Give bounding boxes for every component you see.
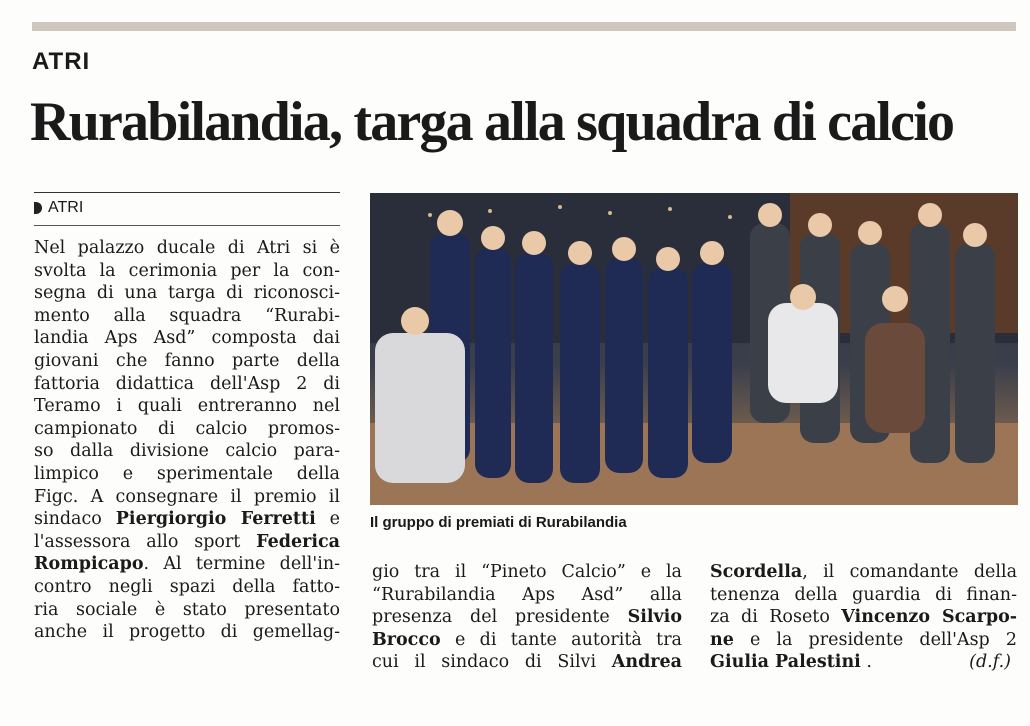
bold-name: Vincenzo Scarpo-: [841, 607, 1017, 628]
bold-name: Silvio: [627, 607, 682, 628]
text-line: Rompicapo. Al termine dell'in-: [34, 554, 340, 575]
text-line: cui il sindaco di Silvi Andrea: [372, 652, 682, 673]
location-tag-text: ATRI: [48, 199, 84, 216]
text-line: gio tra il “Pineto Calcio” e la: [372, 562, 682, 582]
text-line: svolta la cerimonia per la con-: [34, 260, 340, 281]
bold-name: Rompicapo: [34, 554, 144, 575]
text-line: anche il progetto di gemellag-: [34, 622, 340, 643]
text-line: ne e la presidente dell'Asp 2: [710, 629, 1017, 650]
bold-name: Federica: [256, 531, 340, 552]
tag-marker-icon: [34, 202, 42, 214]
group-photo-icon: [370, 193, 1018, 505]
author-signature: (d.f.): [969, 652, 1011, 672]
bold-name: Scordella: [710, 562, 803, 582]
text-line: Figc. A consegnare il premio il: [34, 486, 340, 507]
article-column-3: [710, 561, 1017, 674]
photo-caption: Il gruppo di premiati di Rurabilandia: [370, 514, 627, 531]
text-line: Giulia Palestini .: [710, 652, 872, 673]
text-line: ria sociale è stato presentato: [34, 599, 340, 620]
text-line: Nel palazzo ducale di Atri si è: [34, 238, 340, 258]
text-line: so dalla divisione calcio para-: [34, 441, 340, 462]
text-line: Scordella, il comandante della: [710, 562, 1017, 582]
text-line: limpico e sperimentale della: [34, 463, 340, 484]
text-line: Brocco e di tante autorità tra: [372, 629, 682, 650]
text-line: tenenza della guardia di finan-: [710, 584, 1017, 605]
text-line: contro negli spazi della fatto-: [34, 576, 340, 597]
text-line: fattoria didattica dell'Asp 2 di: [34, 373, 340, 394]
group-photo: [370, 193, 1018, 505]
section-label: ATRI: [32, 48, 91, 75]
bold-name: Brocco: [372, 629, 441, 650]
text-line: campionato di calcio promos-: [34, 418, 340, 439]
bold-name: Giulia Palestini: [710, 652, 861, 673]
article-column-1: [34, 237, 340, 644]
bold-name: Andrea: [611, 652, 682, 673]
text-line: sindaco Piergiorgio Ferretti e: [34, 509, 341, 530]
text-line: l'assessora allo sport Federica: [34, 531, 340, 552]
text-line: landia Aps Asd” composta dai: [34, 328, 340, 349]
text-line: giovani che fanno parte della: [34, 350, 340, 371]
bold-name: Piergiorgio Ferretti: [115, 509, 316, 530]
location-tag: [34, 192, 340, 226]
article-column-2: [372, 561, 682, 674]
text-line: segna di una targa di riconosci-: [34, 283, 340, 304]
text-line: Teramo i quali entreranno nel: [34, 396, 340, 417]
text-line: za di Roseto Vincenzo Scarpo-: [710, 607, 1017, 628]
bold-name: ne: [710, 629, 734, 650]
text-line: presenza del presidente Silvio: [372, 607, 682, 628]
text-line: mento alla squadra “Rurabi-: [34, 305, 340, 326]
text-line: “Rurabilandia Aps Asd” alla: [372, 584, 682, 605]
top-rule: [32, 22, 1016, 31]
article-headline: Rurabilandia, targa alla squadra di calcio: [30, 91, 954, 153]
